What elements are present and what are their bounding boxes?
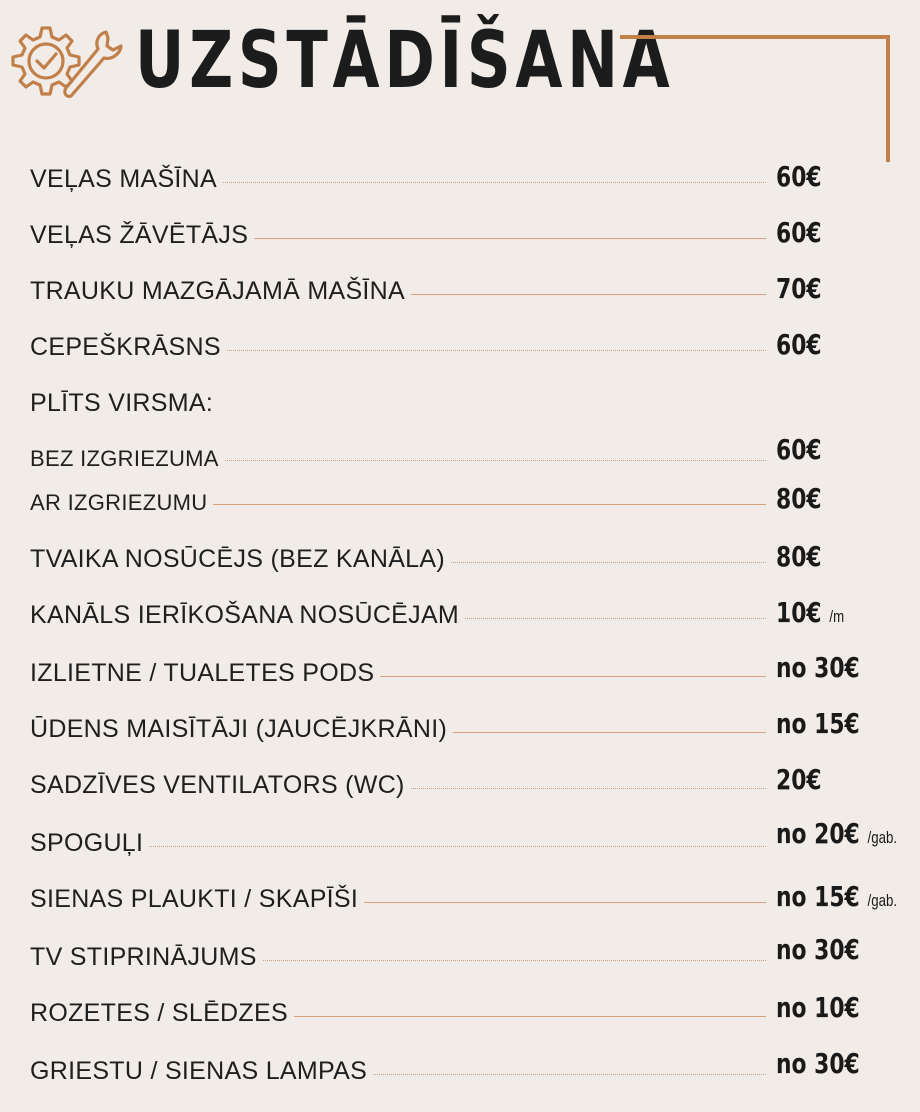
service-price: 80€ xyxy=(776,540,822,573)
service-label: VEĻAS ŽĀVĒTĀJS xyxy=(30,221,254,250)
service-price: 80€ xyxy=(776,482,822,515)
section-heading: PLĪTS VIRSMA: xyxy=(30,389,219,418)
service-price: no 15€ /gab. xyxy=(776,880,898,913)
price-row xyxy=(30,817,910,866)
price-row xyxy=(30,274,910,314)
corner-bracket-decoration xyxy=(620,34,892,164)
header xyxy=(0,0,920,170)
price-row xyxy=(30,991,910,1036)
service-price: 10€ /m xyxy=(776,596,845,629)
price-row xyxy=(30,598,910,638)
service-label: SIENAS PLAUKTI / SKAPĪŠI xyxy=(30,885,364,914)
service-price: no 30€ xyxy=(776,651,860,684)
service-label: VEĻAS MAŠĪNA xyxy=(30,165,223,194)
service-label: ŪDENS MAISĪTĀJI (JAUCĒJKRĀNI) xyxy=(30,715,453,744)
price-row xyxy=(30,542,910,582)
service-label: KANĀLS IERĪKOŠANA NOSŪCĒJAM xyxy=(30,601,465,630)
section-heading-row xyxy=(30,386,910,426)
service-price: 60€ xyxy=(776,433,822,466)
service-price: 60€ xyxy=(776,160,822,193)
price-row xyxy=(30,1047,910,1094)
service-label: CEPEŠKRĀSNS xyxy=(30,333,227,362)
price-row xyxy=(30,763,910,808)
service-label: ROZETES / SLĒDZES xyxy=(30,999,294,1028)
price-row xyxy=(30,882,910,922)
service-label: TV STIPRINĀJUMS xyxy=(30,943,263,972)
service-price: no 10€ xyxy=(776,991,860,1024)
service-price: 70€ xyxy=(776,272,822,305)
price-row xyxy=(30,484,910,524)
service-price: no 15€ xyxy=(776,707,860,740)
service-label: SPOGUĻI xyxy=(30,829,149,858)
price-row xyxy=(30,651,910,696)
service-price: 60€ xyxy=(776,328,822,361)
service-label: GRIESTU / SIENAS LAMPAS xyxy=(30,1057,373,1086)
price-row xyxy=(30,433,910,480)
price-row xyxy=(30,330,910,370)
service-label: TVAIKA NOSŪCĒJS (BEZ KANĀLA) xyxy=(30,545,451,574)
service-price: 60€ xyxy=(776,216,822,249)
service-label: AR IZGRIEZUMU xyxy=(30,490,213,516)
price-row xyxy=(30,218,910,258)
price-row xyxy=(30,933,910,980)
price-row xyxy=(30,707,910,752)
service-price: 20€ xyxy=(776,763,822,796)
service-price: no 30€ xyxy=(776,933,860,966)
service-label: IZLIETNE / TUALETES PODS xyxy=(30,659,380,688)
page-title: UZSTĀDĪŠANA xyxy=(135,16,675,106)
gear-wrench-check-icon xyxy=(8,20,126,118)
service-price: no 30€ xyxy=(776,1047,860,1080)
service-price: no 20€ /gab. xyxy=(776,817,898,850)
service-label: BEZ IZGRIEZUMA xyxy=(30,446,225,472)
service-label: TRAUKU MAZGĀJAMĀ MAŠĪNA xyxy=(30,277,411,306)
service-label: SADZĪVES VENTILATORS (WC) xyxy=(30,771,411,800)
price-row xyxy=(30,162,910,202)
